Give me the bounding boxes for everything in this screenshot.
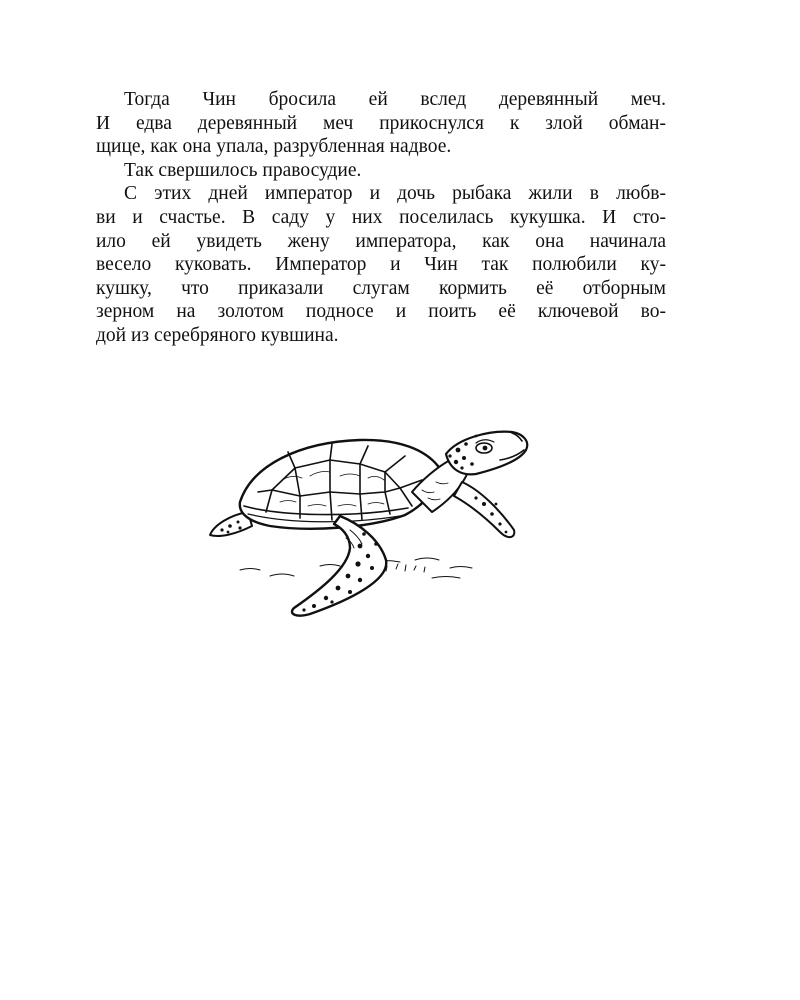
paragraph-line: ило ей увидеть жену императора, как она начинала bbox=[96, 230, 666, 252]
paragraph-line: щице, как она упала, разрубленная надвое. bbox=[96, 136, 452, 158]
paragraph-line: зерном на золотом подносе и поить её ключевой во- bbox=[96, 301, 666, 323]
paragraph-line: И едва деревянный меч прикоснулся к злой обман- bbox=[96, 112, 666, 134]
paragraph-line: Так свершилось правосудие. bbox=[124, 159, 362, 181]
far-front-flipper bbox=[454, 482, 514, 537]
paragraph-line: Тогда Чин бросила ей вслед деревянный меч. bbox=[124, 89, 666, 110]
paragraph-line: ви и счастье. В саду у них поселилась кукушка. И сто- bbox=[96, 206, 666, 228]
paragraph-line: дой из серебряного кувшина. bbox=[96, 324, 339, 346]
sea-turtle-icon bbox=[200, 420, 540, 630]
paragraph-line: весело куковать. Император и Чин так полюбили ку- bbox=[96, 254, 666, 276]
story-text bbox=[96, 88, 666, 348]
paragraph-line: кушку, что приказали слугам кормить её отборным bbox=[96, 277, 666, 299]
paragraph-line: С этих дней император и дочь рыбака жили в любв- bbox=[124, 183, 666, 205]
